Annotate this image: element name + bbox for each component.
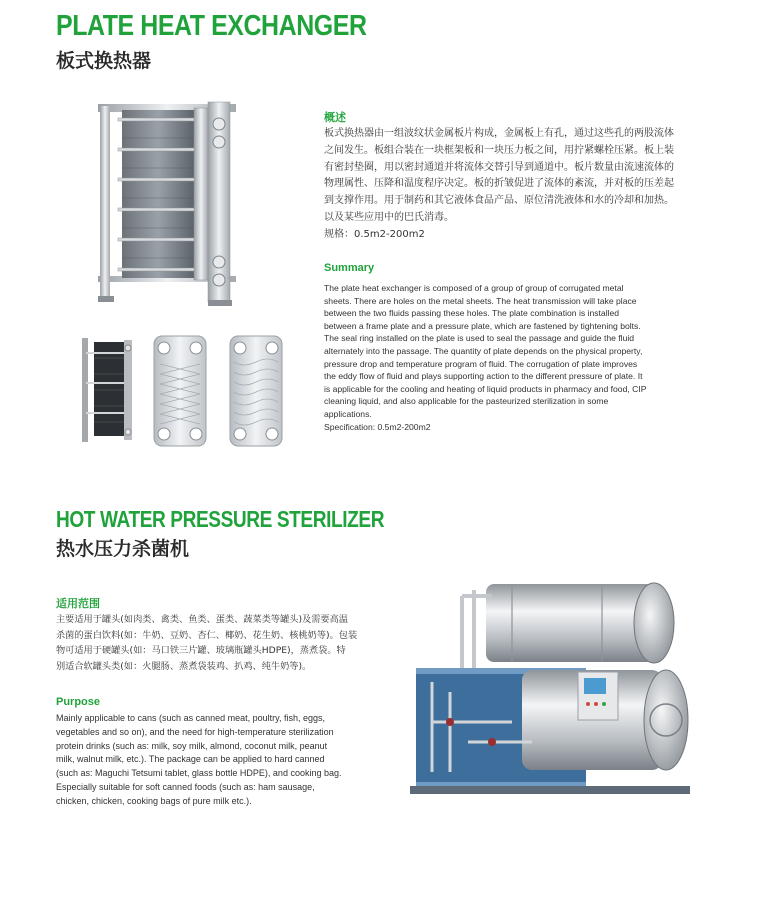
summary-line: cleaning liquid, and also applicable for the pasteurized sterilization in some: [324, 396, 609, 407]
hot-water-sterilizer-photo: [402, 572, 702, 808]
corrugated-plate-photo-2: [226, 334, 286, 448]
purpose-line: chicken, chicken, cooking bags of pure milk etc.).: [56, 795, 252, 806]
summary-line: between the two fluids passing these holes. The plate combination is installed: [324, 308, 620, 319]
overview-line: 板式换热器由一组波纹状金属板片构成，金属板上有孔，通过这些孔的两股流体: [324, 128, 674, 139]
summary-heading: Summary: [324, 262, 375, 274]
scope-line: 主要适用于罐头(如肉类、禽类、鱼类、蛋类、蔬菜类等罐头)及需要高温: [56, 614, 348, 625]
summary-line: sheets. There are holes on the metal sheets. The heat transmission will take place: [324, 295, 637, 306]
purpose-line: protein drinks (such as: milk, soy milk, almond, coconut milk, peanut: [56, 740, 328, 751]
overview-line: 之间发生。板组合装在一块框架板和一块压力板之间，用拧紧螺栓压紧。板上装: [324, 144, 674, 156]
purpose-line: Mainly applicable to cans (such as canned meat, poultry, fish, eggs,: [56, 713, 325, 723]
summary-line: pressure drop and temperature program of fluid. The corrugation of plate improves: [324, 358, 638, 369]
summary-text: [324, 282, 694, 433]
summary-line: the eddy flow of fluid and plays supporting action to the different pressure of plate. It: [324, 371, 643, 382]
overview-text: [324, 126, 694, 244]
summary-spec: Specification: 0.5m2-200m2: [324, 421, 431, 432]
overview-spec: 规格：0.5m2-200m2: [324, 228, 425, 240]
overview-line: 物理属性、压降和温度程序决定。板的折皱促进了流体的紊流，并对板的压差起: [324, 178, 674, 190]
purpose-heading: Purpose: [56, 696, 101, 708]
summary-line: is applicable for the cooling and heating of liquid products in pharmacy and food, CIP: [324, 383, 647, 394]
summary-line: The seal ring installed on the plate is used to seal the passage and guide the fluid: [324, 333, 635, 344]
scope-line: 物可适用于硬罐头(如：马口铁三片罐、玻璃瓶罐头HDPE)，蒸煮袋。特: [56, 645, 346, 657]
summary-block: [324, 262, 694, 433]
section-title-cn-plate-heat-exchanger: 板式换热器: [56, 50, 152, 72]
section-title-cn-hot-water-sterilizer: 热水压力杀菌机: [56, 538, 190, 560]
summary-line: The plate heat exchanger is composed of a group of group of corrugated metal: [324, 283, 624, 293]
overview-line: 到支撑作用。用于制药和其它液体食品产品、原位清洗液体和水的冷却和加热。: [324, 195, 674, 207]
overview-line: 有密封垫圈，用以密封通道并将流体交替引导到通道中。板片数量由流速流体的: [324, 161, 674, 173]
purpose-line: vegetables and so on), and the need for high-temperature sterilization: [56, 726, 334, 737]
plate-pack-photo: [80, 334, 138, 446]
overview-line: 以及某些应用中的巴氏消毒。: [324, 211, 454, 223]
scope-line: 杀菌的蛋白饮料(如：牛奶、豆奶、杏仁、椰奶、花生奶、核桃奶等)。包装: [56, 629, 358, 641]
purpose-line: milk, walnut milk, etc.). The package can be applied to hard canned: [56, 754, 325, 765]
summary-line: alternately into the passage. The quantity of plate depends on the physical property,: [324, 345, 643, 356]
summary-line: between a frame plate and a pressure plate, which are fastened by tightening bolts.: [324, 320, 641, 331]
plate-heat-exchanger-photo: [92, 98, 242, 310]
purpose-line: Especially suitable for soft canned foods (such as: ham sausage,: [56, 781, 315, 792]
scope-text: [56, 612, 396, 674]
summary-line: applications.: [324, 408, 372, 419]
purpose-block: [56, 696, 396, 809]
purpose-text: [56, 712, 396, 809]
corrugated-plate-photo-1: [150, 334, 210, 448]
section-title-hot-water-sterilizer: HOT WATER PRESSURE STERILIZER: [56, 506, 385, 532]
section-title-plate-heat-exchanger: PLATE HEAT EXCHANGER: [56, 10, 367, 42]
overview-block: [324, 109, 694, 244]
purpose-line: (such as: Maguchi Tetsumi tablet, glass bottle HDPE), and cooking bag.: [56, 768, 342, 779]
overview-heading: 概述: [324, 111, 346, 124]
scope-line: 别适合软罐头类(如：火腿肠、蒸煮袋装鸡、扒鸡、纯牛奶等)。: [56, 660, 312, 672]
scope-heading: 适用范围: [56, 597, 100, 610]
scope-block: [56, 595, 396, 674]
